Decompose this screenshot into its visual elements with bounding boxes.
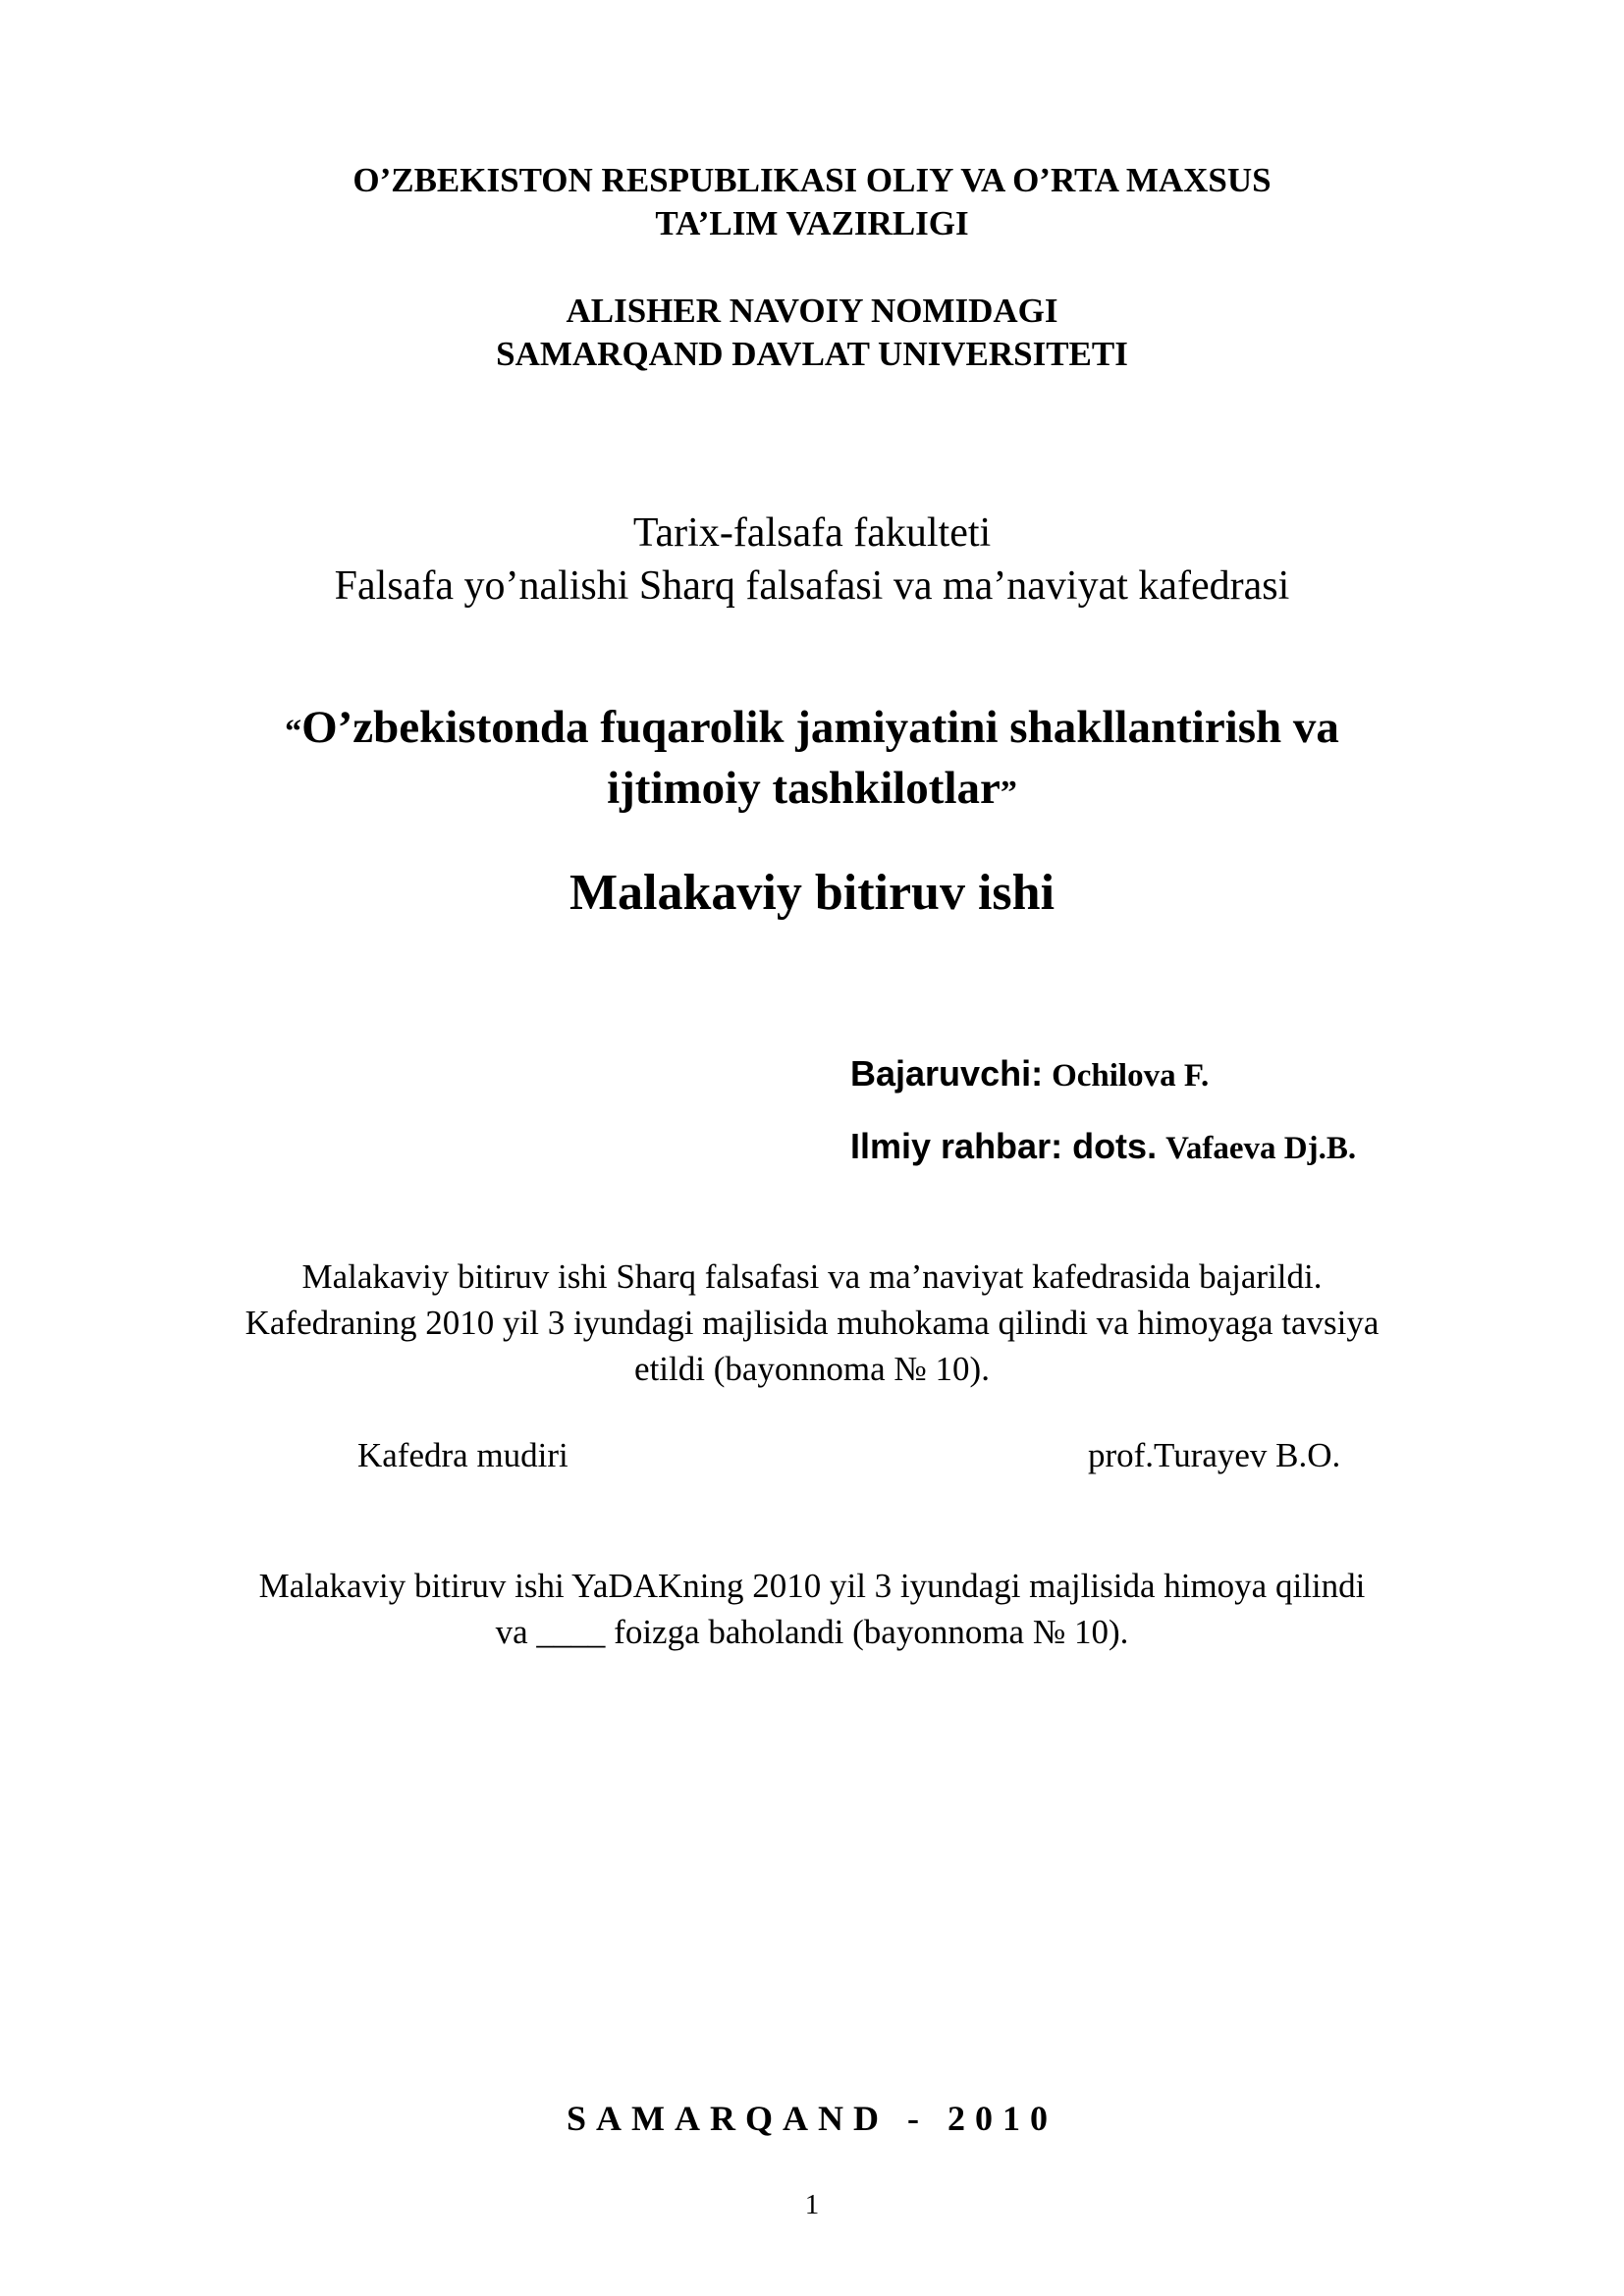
approval-line-2: Kafedraning 2010 yil 3 iyundagi majlisida muhokama qilindi va himoyaga tavsiya — [244, 1304, 1380, 1342]
performer-label: Bajaruvchi: — [850, 1053, 1044, 1094]
close-quote: ” — [1000, 774, 1017, 811]
performer-name: Ochilova F. — [1052, 1058, 1210, 1094]
thesis-title-text-1: O’zbekistonda fuqarolik jamiyatini shakllantirish va — [301, 702, 1339, 753]
defense-line-1: Malakaviy bitiruv ishi YaDAKning 2010 yil 3 iyundagi majlisida himoya qilindi — [258, 1567, 1366, 1605]
open-quote: “ — [285, 714, 302, 750]
thesis-title-line-1 — [0, 702, 1624, 753]
approval-line-1: Malakaviy bitiruv ishi Sharq falsafasi va ma’naviyat kafedrasida bajarildi. — [301, 1257, 1323, 1296]
department-head-name: prof.Turayev B.O. — [1088, 1436, 1341, 1474]
advisor-label: Ilmiy rahbar: dots. — [850, 1126, 1158, 1166]
approval-line-3: etildi (bayonnoma № 10). — [634, 1350, 990, 1388]
thesis-title-text-2: ijtimoiy tashkilotlar — [607, 763, 1001, 814]
defense-line-2: va ____ foizga baholandi (bayonnoma № 10). — [495, 1613, 1129, 1651]
faculty-name: Tarix-falsafa fakulteti — [632, 510, 992, 556]
advisor-line — [850, 1126, 1357, 1166]
university-line-2: SAMARQAND DAVLAT UNIVERSITETI — [496, 335, 1128, 373]
page-number: 1 — [804, 2189, 820, 2220]
work-type-heading: Malakaviy bitiruv ishi — [568, 865, 1056, 921]
performer-line — [850, 1053, 1210, 1094]
department-name: Falsafa yo’nalishi Sharq falsafasi va ma’naviyat kafedrasi — [334, 563, 1290, 609]
city-year: SAMARQAND - 2010 — [567, 2099, 1057, 2138]
thesis-title-line-2 — [0, 763, 1624, 814]
department-head-label: Kafedra mudiri — [357, 1436, 568, 1474]
university-line-1: ALISHER NAVOIY NOMIDAGI — [566, 292, 1058, 330]
advisor-name: Vafaeva Dj.B. — [1165, 1131, 1357, 1166]
ministry-line-1: O’ZBEKISTON RESPUBLIKASI OLIY VA O’RTA MAXSUS — [352, 161, 1272, 199]
ministry-line-2: TA’LIM VAZIRLIGI — [655, 204, 969, 242]
